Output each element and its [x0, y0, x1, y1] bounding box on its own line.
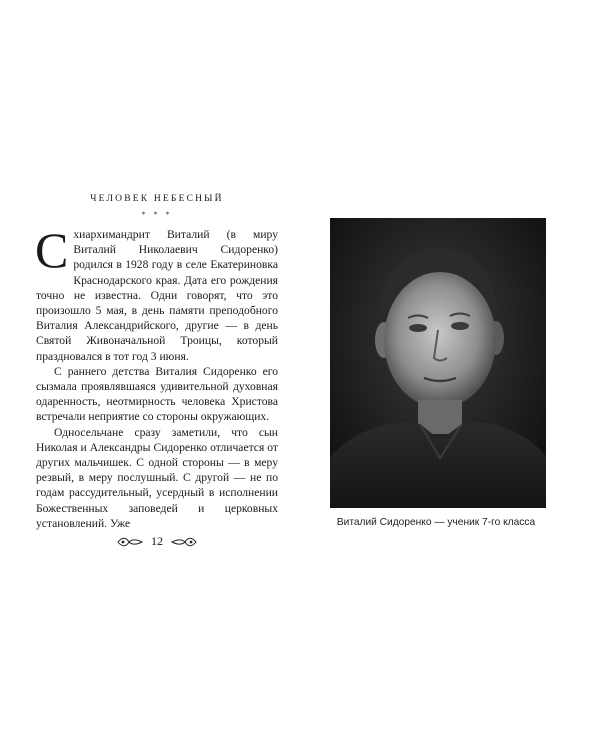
paragraph-3: Односельчане сразу заметили, что сын Николая и Александры Сидоренко отличается от других мальчишек. С одной стороны — в меру резвый, в меру послушный. С другой — не по годам рассудительный, усердный в исполнении Божественных заповедей и церковных установлений. Уже	[36, 425, 278, 530]
flourish-right-icon	[171, 536, 197, 548]
drop-cap: С	[35, 222, 69, 278]
paragraph-1	[35, 222, 278, 364]
left-page	[36, 194, 278, 531]
paragraph-2: С раннего детства Виталия Сидоренко его сызмала проявлявшаяся удивительной духовная одаренность, неотмирность человека Христова встречали неприятие со стороны окружающих.	[36, 364, 278, 424]
section-ornament: * * *	[141, 210, 173, 219]
page-number: 12	[151, 534, 163, 548]
photo-caption: Виталий Сидоренко — ученик 7-го класса	[336, 517, 536, 528]
page-footer	[36, 534, 278, 549]
body-text	[35, 222, 278, 531]
running-head: ЧЕЛОВЕК НЕБЕСНЫЙ	[90, 194, 224, 204]
paragraph-1-text: хиархимандрит Виталий (в миру Виталий Николаевич Сидоренко) родился в 1928 году в селе Екатериновка Краснодарского края. Дата его рождения точно не известна. Одни говорят, что это произошло 5 мая, в день памяти преподобного Виталия Александрийского, другие — в день Святой Живоначальной Троицы, который праздновался в тот год 3 июня.	[36, 228, 278, 363]
flourish-left-icon	[117, 536, 143, 548]
portrait-photo	[330, 218, 546, 508]
